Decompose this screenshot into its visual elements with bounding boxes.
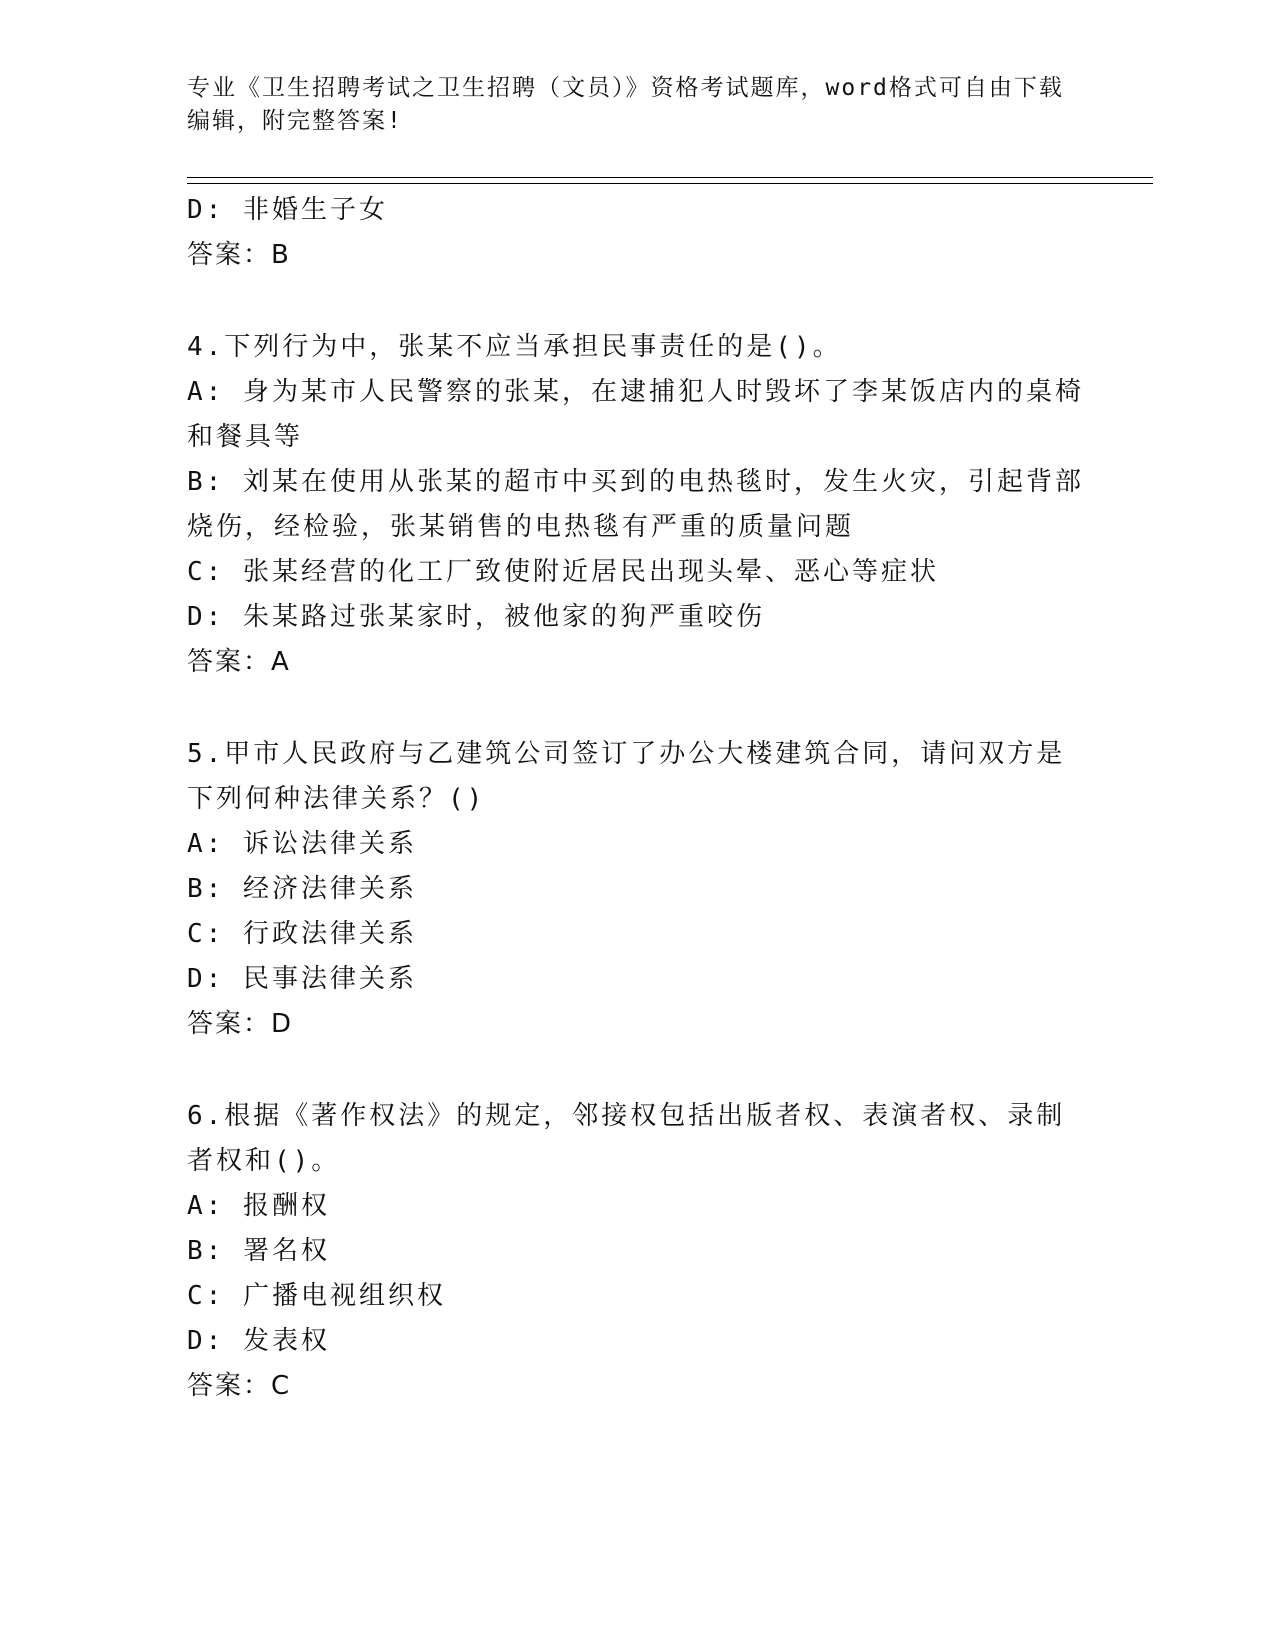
header-line-1: 专业《卫生招聘考试之卫生招聘（文员）》资格考试题库，word格式可自由下载 (187, 75, 1064, 101)
document-header (187, 72, 1067, 138)
carryover-answer: 答案：B (187, 240, 291, 270)
question-6 (187, 1094, 1087, 1409)
question-5-option-c: C: 行政法律关系 (187, 919, 417, 949)
header-divider-top (187, 177, 1153, 178)
question-4-stem: 4.下列行为中，张某不应当承担民事责任的是()。 (187, 332, 842, 362)
question-4-option-c: C: 张某经营的化工厂致使附近居民出现头晕、恶心等症状 (187, 557, 939, 587)
spacer (187, 1047, 1087, 1094)
spacer (187, 685, 1087, 732)
question-4 (187, 325, 1087, 685)
question-6-answer: 答案：C (187, 1371, 292, 1401)
question-6-option-b: B: 署名权 (187, 1236, 330, 1266)
question-5-option-b: B: 经济法律关系 (187, 874, 417, 904)
question-6-stem-cont: 者权和()。 (187, 1146, 341, 1176)
question-5-answer: 答案：D (187, 1009, 294, 1039)
question-4-option-b: B: 刘某在使用从张某的超市中买到的电热毯时，发生火灾，引起背部 (187, 467, 1084, 497)
question-5-stem-cont: 下列何种法律关系？() (187, 784, 486, 814)
question-4-option-a: A: 身为某市人民警察的张某，在逮捕犯人时毁坏了李某饭店内的桌椅 (187, 377, 1084, 407)
carryover-option-d: D: 非婚生子女 (187, 195, 388, 225)
header-line-2: 编辑，附完整答案! (187, 108, 403, 134)
question-4-option-b-cont: 烧伤，经检验，张某销售的电热毯有严重的质量问题 (187, 512, 855, 542)
header-divider-bottom (187, 183, 1153, 184)
question-4-option-a-cont: 和餐具等 (187, 422, 304, 452)
question-5 (187, 732, 1087, 1047)
question-content (187, 188, 1087, 1409)
question-5-option-d: D: 民事法律关系 (187, 964, 417, 994)
question-4-option-d: D: 朱某路过张某家时，被他家的狗严重咬伤 (187, 602, 765, 632)
question-4-answer: 答案：A (187, 647, 291, 677)
question-5-stem: 5.甲市人民政府与乙建筑公司签订了办公大楼建筑合同，请问双方是 (187, 739, 1066, 769)
question-5-option-a: A: 诉讼法律关系 (187, 829, 417, 859)
question-6-option-c: C: 广播电视组织权 (187, 1281, 446, 1311)
spacer (187, 278, 1087, 325)
question-6-option-d: D: 发表权 (187, 1326, 330, 1356)
question-6-option-a: A: 报酬权 (187, 1191, 330, 1221)
question-6-stem: 6.根据《著作权法》的规定，邻接权包括出版者权、表演者权、录制 (187, 1101, 1066, 1131)
